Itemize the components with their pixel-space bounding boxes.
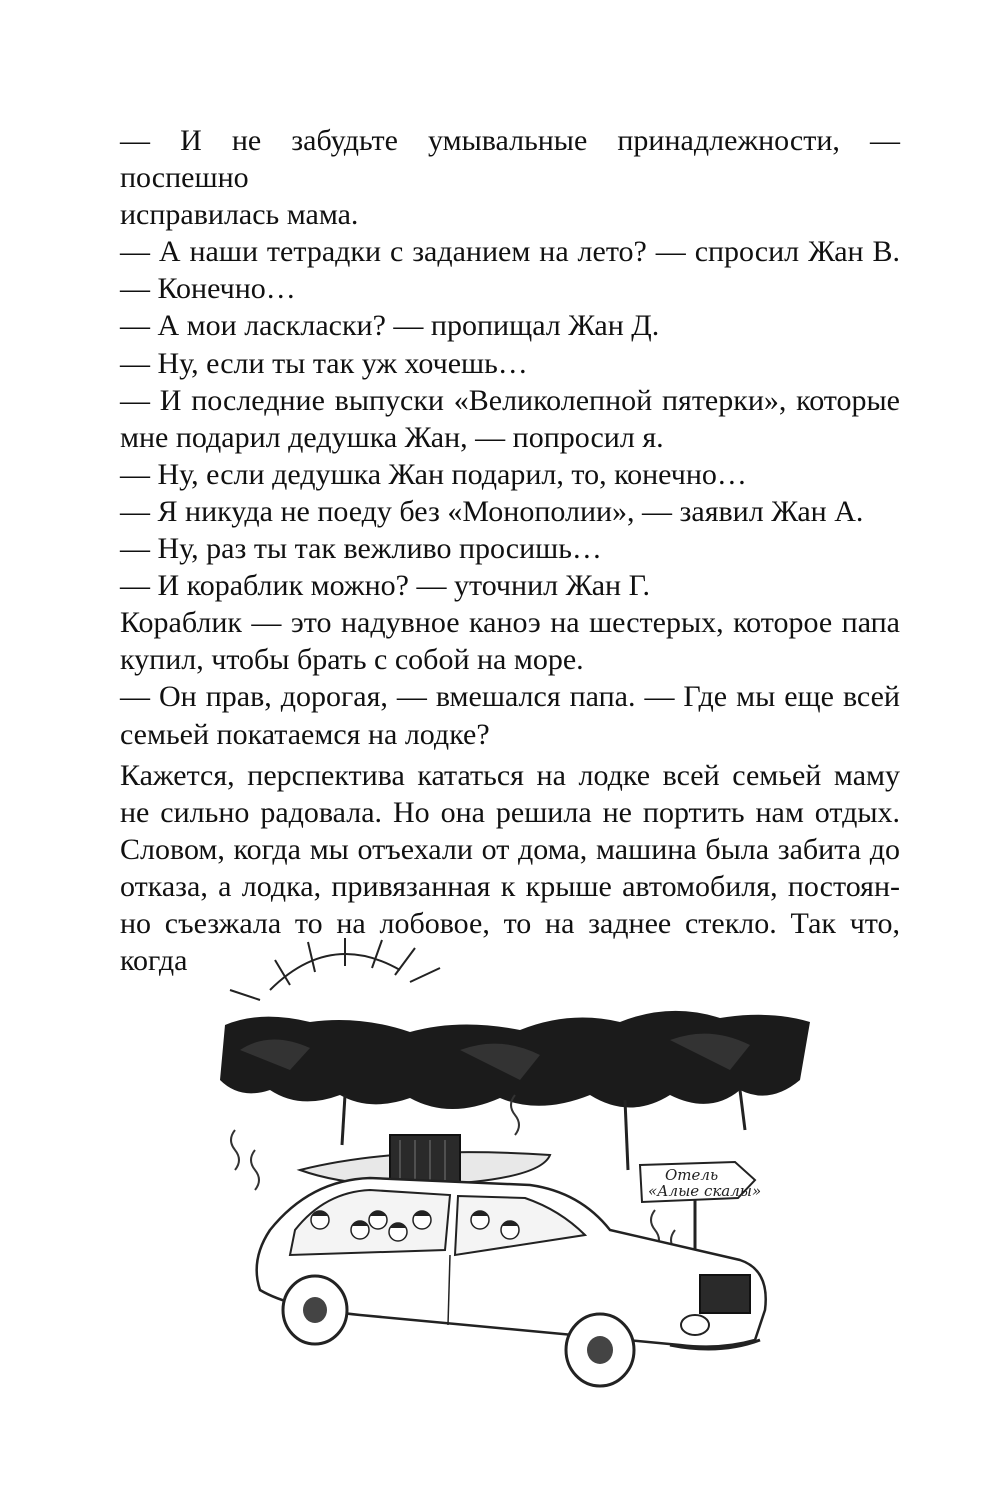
text-line: — Ну, если ты так уж хочешь… — [120, 346, 528, 380]
canoe-on-roof — [300, 1135, 550, 1185]
text-line: Кажется, перспектива кататься на лодке всей семьей маму — [120, 758, 900, 792]
text-line: — Я никуда не поеду без «Монополии», — заявил Жан А. — [120, 494, 864, 528]
text-line: но съезжала то на лобовое, то на заднее стекло. Так что, когда — [120, 906, 900, 978]
text-line: Словом, когда мы отъехали от дома, машина была забита до — [120, 832, 900, 866]
text-line: — И кораблик можно? — уточнил Жан Г. — [120, 569, 651, 603]
text-line: — Он прав, дорогая, — вмешался папа. — Где мы еще всей — [120, 680, 900, 714]
text-line: — Конечно… — [120, 272, 296, 306]
text-line: — Ну, раз ты так вежливо просишь… — [120, 532, 602, 566]
text-line: — И не забудьте умывальные принадлежности, — поспешно — [120, 124, 900, 195]
text-line: исправилась мама. — [120, 198, 359, 232]
sign-label-line1: Отель — [665, 1166, 719, 1184]
text-line: мне подарил дедушка Жан, — попросил я. — [120, 420, 664, 454]
tree-foliage — [220, 1011, 810, 1109]
text-line: отказа, а лодка, привязанная к крыше автомобиля, постоян- — [120, 869, 900, 903]
car-trip-illustration — [200, 930, 820, 1450]
car-drawing — [257, 1178, 766, 1386]
text-line: — А наши тетрадки с заданием на лето? — спросил Жан В. — [120, 235, 900, 269]
sign-label-line2: «Алые скалы» — [648, 1182, 762, 1200]
text-line: — И последние выпуски «Великолепной пятерки», которые — [120, 383, 900, 417]
text-line: Кораблик — это надувное каноэ на шестерых, которое папа — [120, 606, 900, 640]
sun-drawing — [230, 938, 440, 1000]
text-line: не сильно радовала. Но она решила не портить нам отдых. — [120, 795, 900, 829]
text-line: семьей покатаемся на лодке? — [120, 717, 490, 751]
story-text — [120, 122, 900, 979]
text-line: купил, чтобы брать с собой на море. — [120, 643, 584, 677]
text-line: — Ну, если дедушка Жан подарил, то, конечно… — [120, 457, 747, 491]
text-line: — А мои ласкласки? — пропищал Жан Д. — [120, 309, 660, 343]
